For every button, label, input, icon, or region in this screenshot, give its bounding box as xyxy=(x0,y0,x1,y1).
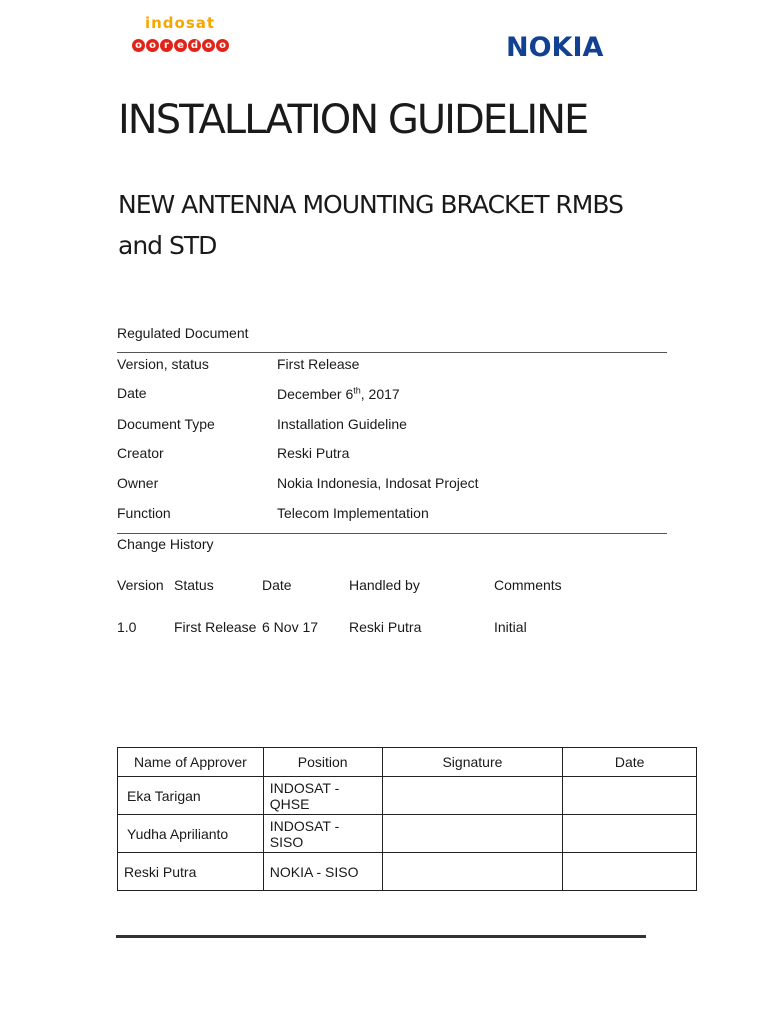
history-cell-handled-by: Reski Putra xyxy=(349,619,422,635)
ooredoo-letter-dot: e xyxy=(174,39,187,52)
approver-header-row xyxy=(118,748,697,777)
ooredoo-letter-dot: o xyxy=(146,39,159,52)
divider-top xyxy=(117,352,667,353)
history-cell-version: 1.0 xyxy=(117,619,137,635)
ooredoo-letter-dot: o xyxy=(132,39,145,52)
meta-label-creator: Creator xyxy=(117,445,164,461)
meta-label-version: Version, status xyxy=(117,356,209,372)
history-header-comments: Comments xyxy=(494,577,562,593)
history-cell-status: First Release xyxy=(174,619,257,635)
table-row xyxy=(118,777,697,815)
history-cell-date: 6 Nov 17 xyxy=(262,619,319,635)
approver-date xyxy=(563,815,697,853)
document-title: INSTALLATION GUIDELINE xyxy=(118,97,588,143)
history-cell-comments: Initial xyxy=(494,619,527,635)
nokia-logo: NOKIA xyxy=(506,32,604,63)
meta-label-function: Function xyxy=(117,505,171,521)
ooredoo-letter-dot: d xyxy=(188,39,201,52)
approver-header-date: Date xyxy=(563,748,697,777)
approver-position: INDOSAT - SISO xyxy=(263,815,382,853)
table-row xyxy=(118,815,697,853)
approver-position: INDOSAT - QHSE xyxy=(263,777,382,815)
ooredoo-letter-dot: r xyxy=(160,39,173,52)
meta-value-function: Telecom Implementation xyxy=(277,505,429,521)
meta-label-date: Date xyxy=(117,385,147,401)
ooredoo-letter-dot: o xyxy=(216,39,229,52)
regulated-document-label: Regulated Document xyxy=(117,325,249,341)
footer-divider xyxy=(116,935,646,938)
approver-date xyxy=(563,777,697,815)
approver-signature xyxy=(382,777,563,815)
change-history-label: Change History xyxy=(117,536,214,552)
document-subtitle: NEW ANTENNA MOUNTING BRACKET RMBS and STD xyxy=(118,190,623,260)
approver-table xyxy=(117,747,697,891)
history-header-date: Date xyxy=(262,577,292,593)
meta-value-creator: Reski Putra xyxy=(277,445,350,461)
approver-signature xyxy=(382,815,563,853)
approver-header-name: Name of Approver xyxy=(118,748,264,777)
approver-header-signature: Signature xyxy=(382,748,563,777)
approver-name: Yudha Aprilianto xyxy=(118,815,264,853)
approver-signature xyxy=(382,853,563,891)
meta-value-owner: Nokia Indonesia, Indosat Project xyxy=(277,475,479,491)
ooredoo-letter-dot: o xyxy=(202,39,215,52)
meta-value-document-type: Installation Guideline xyxy=(277,416,407,432)
history-header-version: Version xyxy=(117,577,164,593)
meta-value-date: December 6th, 2017 xyxy=(277,385,400,402)
indosat-wordmark: indosat xyxy=(144,14,216,32)
meta-label-owner: Owner xyxy=(117,475,159,491)
approver-position: NOKIA - SISO xyxy=(263,853,382,891)
approver-date xyxy=(563,853,697,891)
meta-value-version: First Release xyxy=(277,356,360,372)
history-header-status: Status xyxy=(174,577,214,593)
divider-bottom xyxy=(117,533,667,534)
approver-header-position: Position xyxy=(263,748,382,777)
approver-name: Reski Putra xyxy=(118,853,264,891)
history-header-handled-by: Handled by xyxy=(349,577,420,593)
meta-label-document-type: Document Type xyxy=(117,416,215,432)
table-row xyxy=(118,853,697,891)
ooredoo-wordmark xyxy=(132,39,229,52)
indosat-ooredoo-logo xyxy=(128,14,232,80)
approver-name: Eka Tarigan xyxy=(118,777,264,815)
